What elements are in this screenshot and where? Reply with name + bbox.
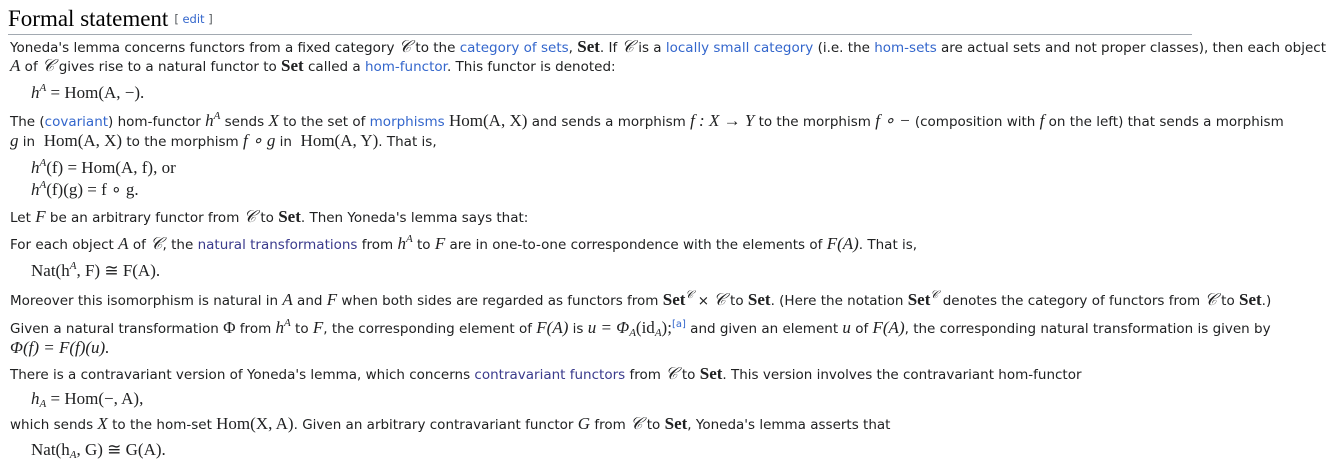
edit-section: [ edit ] (174, 12, 213, 26)
link-hom-sets[interactable]: hom-sets (874, 40, 937, 56)
paragraph-6-line-1: Given a natural transformation Φ from $h^A$ to F, the corresponding element of F(A) is $u = \Phi_A(id_A);[a]$ and given an element u of F(A), the corresponding natural transformation is given by (10, 317, 1271, 339)
paragraph-7: There is a contravariant version of Yoneda's lemma, which concerns contravariant functors from 𝒞 to Set. This version involves the contravariant hom-functor (10, 364, 1082, 383)
paragraph-8: which sends X to the hom-set Hom(X, A). Given an arbitrary contravariant functor G from 𝒞 to Set, Yoneda's lemma asserts that (10, 414, 891, 433)
paragraph-2-line-2: g in Hom(A, X) to the morphism f ∘ g in Hom(A, Y). That is, (10, 131, 437, 150)
paragraph-4: For each object A of 𝒞, the natural transformations from $h^A$ to F are in one-to-one correspondence with the elements of F(A). That is, (10, 233, 918, 253)
link-category-of-sets[interactable]: category of sets (459, 40, 569, 56)
section-title: Formal statement (8, 6, 169, 31)
link-natural-transformations[interactable]: natural transformations (197, 237, 358, 253)
link-morphisms[interactable]: morphisms (369, 114, 445, 130)
footnote-a[interactable]: [a] (671, 319, 686, 330)
link-contravariant-functors[interactable]: contravariant functors (474, 367, 626, 383)
paragraph-2-line-1: The (covariant) hom-functor $h^A$ sends X to the set of morphisms Hom(A, X) and sends a morphism f : X → Y to the morphism f ∘ − (composition with f on the left) that sends a morphism (10, 110, 1284, 130)
equation-yoneda-covariant: $Nat(h^A$, F) ≅ F(A). (31, 260, 161, 280)
paragraph-5: Moreover this isomorphism is natural in A and F when both sides are regarded as functors from Set$^𝒞$ × 𝒞 to Set. (Here the notation Set$^𝒞$ denotes the category of functors from 𝒞 to Set.) (10, 289, 1272, 309)
link-locally-small-category[interactable]: locally small category (665, 40, 814, 56)
equation-hom-f: $h^A(f) = Hom(A$, f), or (31, 157, 176, 177)
section-heading (8, 3, 1192, 35)
equation-f-compose-g: $h^A(f)(g) = f$ ∘ g. (31, 179, 139, 199)
equation-yoneda-contravariant: $Nat(h_A$, G) ≅ G(A). (31, 440, 166, 461)
link-hom-functor[interactable]: hom-functor (364, 59, 447, 75)
paragraph-6-line-2: Φ(f) = F(f)(u). (10, 338, 110, 357)
equation-contravariant-hom: $h_A = Hom(-$, A), (31, 389, 144, 410)
paragraph-1-line-1: Yoneda's lemma concerns functors from a fixed category 𝒞 to the category of sets, Set. If 𝒞 is a locally small category (i.e. the hom-sets are actual sets and not proper classes), then each object (10, 37, 1326, 56)
link-covariant[interactable]: covariant (44, 114, 109, 130)
paragraph-1-line-2: A of 𝒞 gives rise to a natural functor to Set called a hom-functor. This functor is denoted: (10, 56, 616, 75)
paragraph-3: Let F be an arbitrary functor from 𝒞 to Set. Then Yoneda's lemma says that: (10, 207, 529, 226)
edit-link[interactable]: edit (182, 12, 205, 26)
equation-hom-functor: $h^A = Hom(A$, −). (31, 82, 145, 102)
